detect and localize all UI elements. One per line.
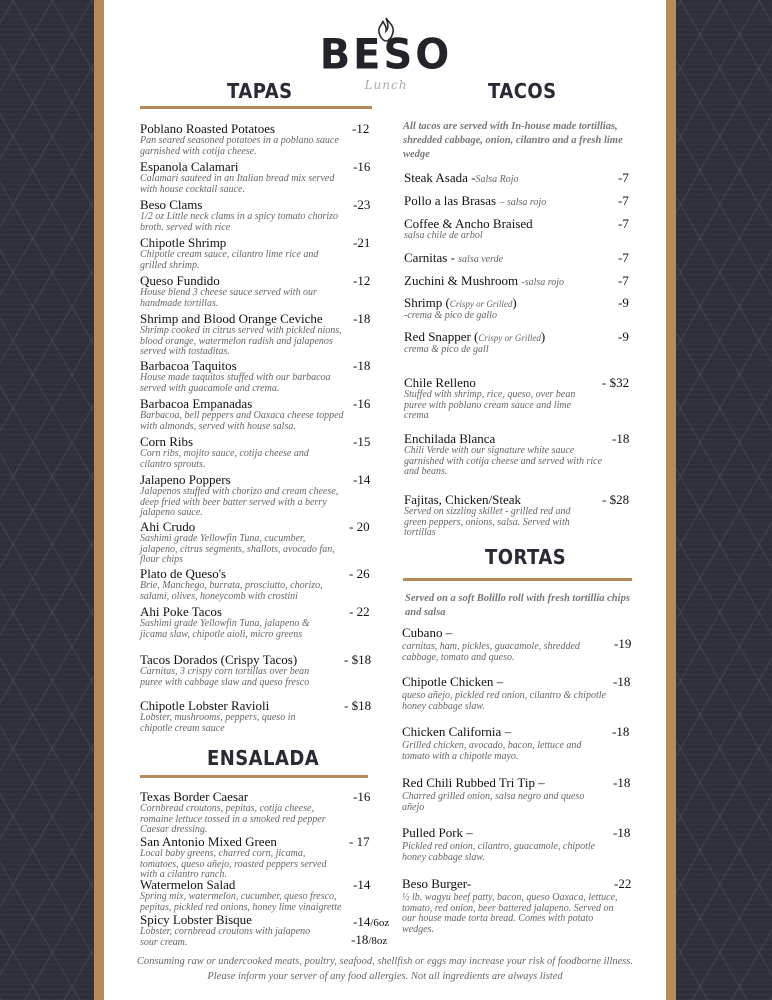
menu-item [402,675,607,712]
item-option: Crispy or Grilled [449,299,513,309]
item-description: 1/2 oz Little neck clams in a spicy tomato chorizo broth. served with rice [140,211,339,233]
tapas-divider [140,106,372,109]
item-description: Sashimi grade Yellowfin Tuna, jalapeno & jicama slaw, chipotle aioli, micro greens [140,618,310,640]
item-price: -7 [618,250,629,265]
item-price: -16 [353,396,371,411]
menu-item [404,194,546,210]
menu-item [140,122,370,157]
menu-item [402,725,607,762]
item-note: – salsa rojo [499,197,547,208]
item-name: Cubano – [402,625,453,640]
item-price: -18 [613,775,631,790]
menu-item [140,567,340,602]
item-description: Pan seared seasoned potatoes in a poblano sauce garnished with cotija cheese. [140,135,339,157]
section-title-ensalada: ENSALADA [207,746,320,770]
footer-disclaimer: Consuming raw or undercooked meats, poultry, seafood, shellfish or eggs may increase your risk of foodborne illness. [136,956,634,967]
item-description: House made taquitos stuffed with our barbacoa served with guacamole and crema. [140,372,331,394]
menu-item [140,160,340,195]
item-description: Lobster, cornbread croutons with jalapeno sour cream. [140,926,311,948]
item-name: Shrimp ( [404,295,450,310]
item-name: Pollo a las Brasas [404,193,497,208]
menu-item [402,877,624,935]
menu-item [404,296,517,322]
item-price: - $28 [602,492,630,507]
item-description: -crema & pico de gallo [404,310,497,321]
menu-item [404,330,545,356]
item-description: Jalapenos stuffed with chorizo and cream cheese, deep fried with beer batter served with a berry jalapeno sauce. [140,486,339,518]
item-name: Enchilada Blanca [404,431,496,446]
item-price: -7 [618,170,629,185]
menu-item [140,790,345,836]
menu-item [140,312,350,358]
item-price: -7 [618,273,629,288]
item-name: Chipotle Chicken – [402,674,504,689]
menu-item [140,274,340,309]
item-note: -salsa rojo [521,277,565,288]
item-name: San Antonio Mixed Green [140,834,277,849]
menu-item [402,826,607,863]
item-price: -18 [353,311,371,326]
item-price [353,915,389,930]
item-price: -14 [353,472,371,487]
menu-item [140,236,340,271]
item-price: - $32 [602,375,630,390]
item-name-close: ) [540,329,546,344]
item-price: - $18 [344,698,372,713]
item-description: Brie, Manchego, burrata, prosciutto, chorizo, salami, olives, honeycomb with crostini [140,580,323,602]
price-unit: /6oz [370,917,390,929]
menu-item [402,626,607,663]
item-name: Red Chili Rubbed Tri Tip – [402,775,545,790]
item-price: -15 [353,434,371,449]
section-title-tapas: TAPAS [227,79,293,103]
item-name: Shrimp and Blood Orange Ceviche [140,311,323,326]
item-name: Fajitas, Chicken/Steak [404,492,521,507]
item-name: Corn Ribs [140,434,194,449]
item-description: queso añejo, pickled red onion, cilantro & chipotle honey cabbage slaw. [402,690,606,712]
tacos-note: All tacos are served with In-house made tortillias, shredded cabbage, onion, cilantro and a fresh lime wedge [403,121,623,160]
item-description: Corn ribs, mojito sauce, cotija cheese and cilantro sprouts. [140,448,309,470]
item-name: Texas Border Caesar [140,789,249,804]
menu-item [140,653,325,688]
item-description: Served on sizzling skillet - grilled red and green peppers, onions, salsa. Served with tortillas [404,506,571,538]
item-name: Ahi Poke Tacos [140,604,222,619]
item-description: Pickled red onion, cilantro, guacamole, chipotle honey cabbage slaw. [402,841,596,863]
menu-item [404,432,604,478]
item-description: Grilled chicken, avocado, bacon, lettuce and tomato with a chipotle mayo. [402,740,582,762]
item-description: salsa chile de arbol [404,230,483,241]
item-name: Zuchini & Mushroom [404,273,519,288]
item-price: - $18 [344,652,372,667]
item-price: -12 [352,121,370,136]
item-description: Barbacoa, bell peppers and Oaxaca cheese topped with almonds, served with house salsa. [140,410,344,432]
item-price: -23 [353,197,371,212]
menu-item [140,359,350,394]
brand-subtitle: Lunch [364,78,408,92]
item-description: Spring mix, watermelon, cucumber, queso fresco, pepitas, pickled red onions, honey lime vinaigrette [140,891,342,913]
menu-item [404,274,564,290]
item-price: -16 [353,159,371,174]
item-name: Coffee & Ancho Braised [404,216,533,231]
item-description: Charred grilled onion, salsa negro and queso añejo [402,791,585,813]
item-price: -9 [618,295,629,310]
item-price: - 20 [349,519,370,534]
item-name: Chipotle Shrimp [140,235,227,250]
item-price: -12 [353,273,371,288]
item-price: -18 [613,825,631,840]
item-description: ½ lb. wagyu beef patty, bacon, queso Oaxaca, lettuce, tomato, red onion, beer battered jalapeno. Served on our house made torta bread. Comes with potato wedges. [402,892,618,935]
item-description: Stuffed with shrimp, rice, queso, over bean puree with poblano cream sauce and lime crema [404,389,576,421]
item-note: salsa verde [458,254,504,265]
menu-item [404,217,533,242]
item-price: - 26 [349,566,370,581]
item-name: Carnitas - [404,250,455,265]
menu-item [140,699,325,734]
item-description: Chipotle cream sauce, cilantro lime rice and grilled shrimp. [140,249,319,271]
item-description: Sashimi grade Yellowfin Tuna, cucumber, jalapeno, citrus segments, shallots, avocado fan, flour chips [140,533,335,565]
menu-item [140,913,320,948]
item-price: -7 [618,193,629,208]
item-name: Jalapeno Poppers [140,472,231,487]
price-value: -14 [353,914,371,929]
menu-item [140,397,350,432]
item-description: Calamari sauteed in an Italian bread mix served with house cocktail sauce. [140,173,335,195]
menu-item [140,473,350,519]
section-title-tortas: TORTAS [485,545,567,569]
menu-item [404,376,592,422]
item-name: Beso Clams [140,197,203,212]
menu-item [140,520,345,566]
item-name: Steak Asada - [404,170,476,185]
item-name: Barbacoa Empanadas [140,396,253,411]
menu-item [140,878,360,913]
item-description: House blend 3 cheese sauce served with our handmade tortillas. [140,287,317,309]
item-name: Barbacoa Taquitos [140,358,237,373]
item-name-close: ) [512,295,517,310]
section-title-tacos: TACOS [488,79,557,103]
item-description: Chili Verde with our signature white sauce garnished with cotija cheese and served with rice and beans. [404,445,603,477]
item-note: Salsa Rojo [475,174,519,185]
item-description: Carnitas, 3 crispy corn tortillas over bean puree with cabbage slaw and queso fresco [140,666,310,688]
item-name: Pulled Pork – [402,825,473,840]
item-description: Cornbread croutons, pepitas, cotija cheese, romaine lettuce tossed in a smoked red pepper Caesar dressing. [140,803,326,835]
item-name: Watermelon Salad [140,877,236,892]
item-price [351,933,387,948]
menu-item [404,171,519,187]
item-price: -18 [612,431,630,446]
menu-item [404,251,503,267]
item-name: Espanola Calamari [140,159,239,174]
item-name: Ahi Crudo [140,519,196,534]
price-value: -18 [351,932,369,947]
item-name: Plato de Queso's [140,566,227,581]
price-unit: /8oz [368,935,388,947]
item-name: Chile Relleno [404,375,476,390]
menu-item [140,605,320,640]
item-price: -22 [614,876,632,891]
item-description: Shrimp cooked in citrus served with pickled nions, blood orange, watermelon radish and jalapenos served with tostaditas. [140,325,342,357]
item-description: Local baby greens, charred corn, jicama, tomatoes, queso añejo, roasted peppers served with a cilantro ranch. [140,848,327,880]
item-option: Crispy or Grilled [478,333,541,343]
item-name: Tacos Dorados (Crispy Tacos) [140,652,298,667]
menu-item [140,198,340,233]
ensalada-divider [140,775,368,778]
item-price: -7 [618,216,629,231]
item-name: Beso Burger- [402,876,472,891]
tortas-note: Served on a soft Bolillo roll with fresh tortillia chips and salsa [405,593,630,618]
item-name: Chicken California – [402,724,512,739]
item-price: -21 [353,235,371,250]
item-name: Chipotle Lobster Ravioli [140,698,270,713]
item-price: -18 [612,724,630,739]
brand-name: BESO [319,30,453,80]
item-name: Red Snapper ( [404,329,479,344]
tortas-divider [403,578,632,581]
item-name: Poblano Roasted Potatoes [140,121,276,136]
menu-item [404,493,592,539]
menu-item [140,835,345,881]
item-price: - 17 [349,834,370,849]
item-price: -18 [613,674,631,689]
item-description: Lobster, mushrooms, peppers, queso in chipotle cream sauce [140,712,296,734]
item-price: -14 [353,877,371,892]
item-price: -19 [614,636,632,651]
item-name: Queso Fundido [140,273,220,288]
item-description: crema & pico de gall [404,344,489,355]
item-price: -9 [618,329,629,344]
item-price: -16 [353,789,371,804]
item-name: Spicy Lobster Bisque [140,912,252,927]
item-price: - 22 [349,604,370,619]
item-description: carnitas, ham, pickles, guacamole, shredded cabbage, tomato and queso. [402,641,580,663]
menu-item [140,435,340,470]
item-price: -18 [353,358,371,373]
footer-allergy-note: Please inform your server of any food allergies. Not all ingredients are always listed [207,971,563,982]
menu-item [402,776,607,813]
